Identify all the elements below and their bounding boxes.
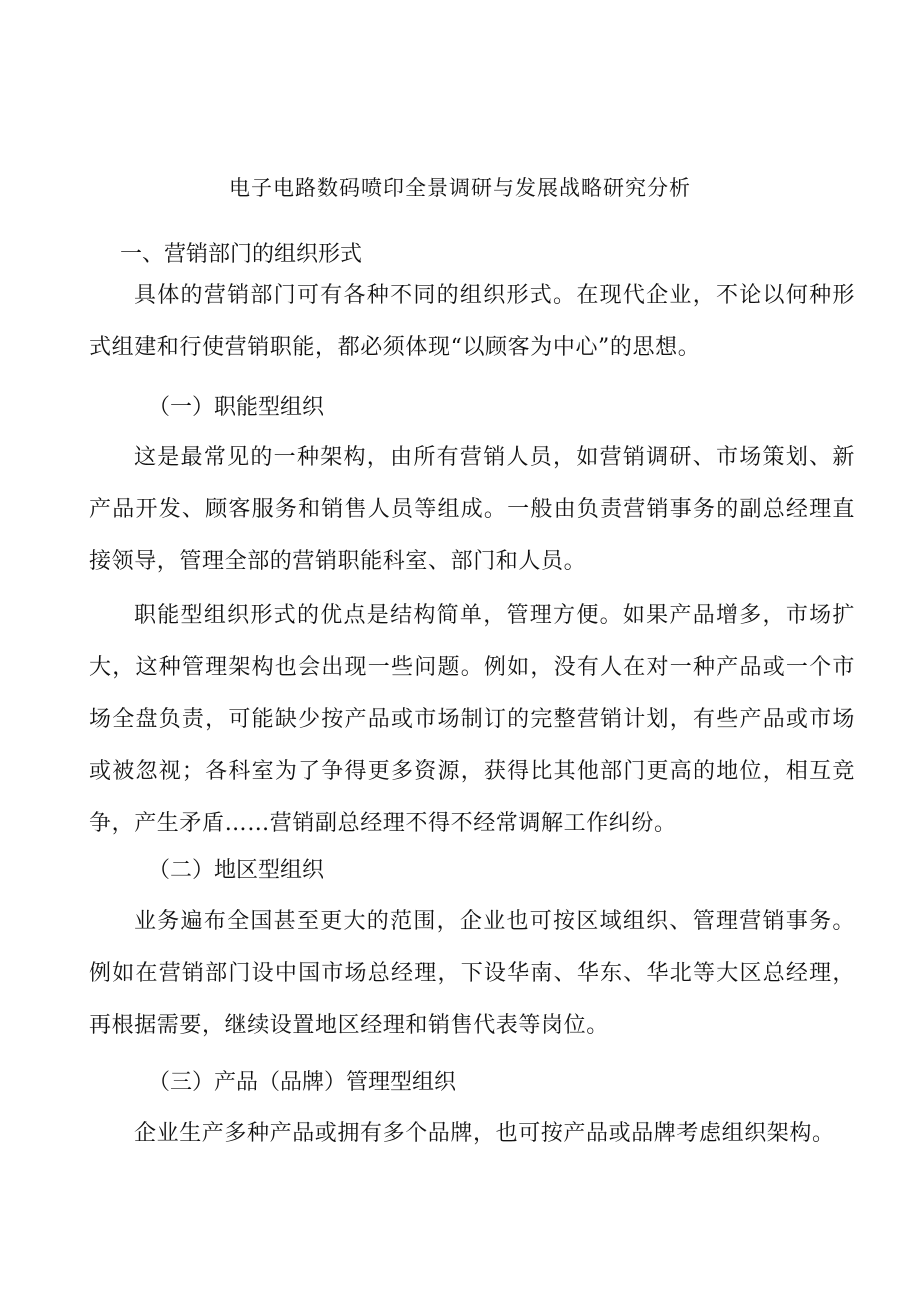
product-org-paragraph: 企业生产多种产品或拥有多个品牌，也可按产品或品牌考虑组织架构。 [134, 1121, 835, 1146]
intro-paragraph: 具体的营销部门可有各种不同的组织形式。在现代企业，不论以何种形式组建和行使营销职能，都必须体现“以顾客为中心”的思想。 [89, 283, 855, 360]
subheading-functional-organization: （一）职能型组织 [148, 395, 325, 420]
section-heading-marketing-organization: 一、营销部门的组织形式 [120, 242, 363, 267]
document-title: 电子电路数码喷印全景调研与发展战略研究分析 [229, 176, 691, 200]
subheading-regional-organization: （二）地区型组织 [148, 858, 325, 883]
regional-org-paragraph: 业务遍布全国甚至更大的范围，企业也可按区域组织、管理营销事务。例如在营销部门设中国市场总经理，下设华南、华东、华北等大区总经理，再根据需要，继续设置地区经理和销售代表等岗位。 [89, 909, 855, 1038]
functional-org-paragraph-2: 职能型组织形式的优点是结构简单，管理方便。如果产品增多，市场扩大，这种管理架构也会出现一些问题。例如，没有人在对一种产品或一个市场全盘负责，可能缺少按产品或市场制订的完整营销计划，有些产品或市场或被忽视；各科室为了争得更多资源，获得比其他部门更高的地位，相互竞争，产生矛盾……营销副总经理不得不经常调解工作纠纷。 [89, 603, 855, 836]
subheading-product-brand-organization: （三）产品（品牌）管理型组织 [148, 1070, 457, 1095]
functional-org-paragraph-1: 这是最常见的一种架构，由所有营销人员，如营销调研、市场策划、新产品开发、顾客服务和销售人员等组成。一般由负责营销事务的副总经理直接领导，管理全部的营销职能科室、部门和人员。 [89, 445, 855, 574]
